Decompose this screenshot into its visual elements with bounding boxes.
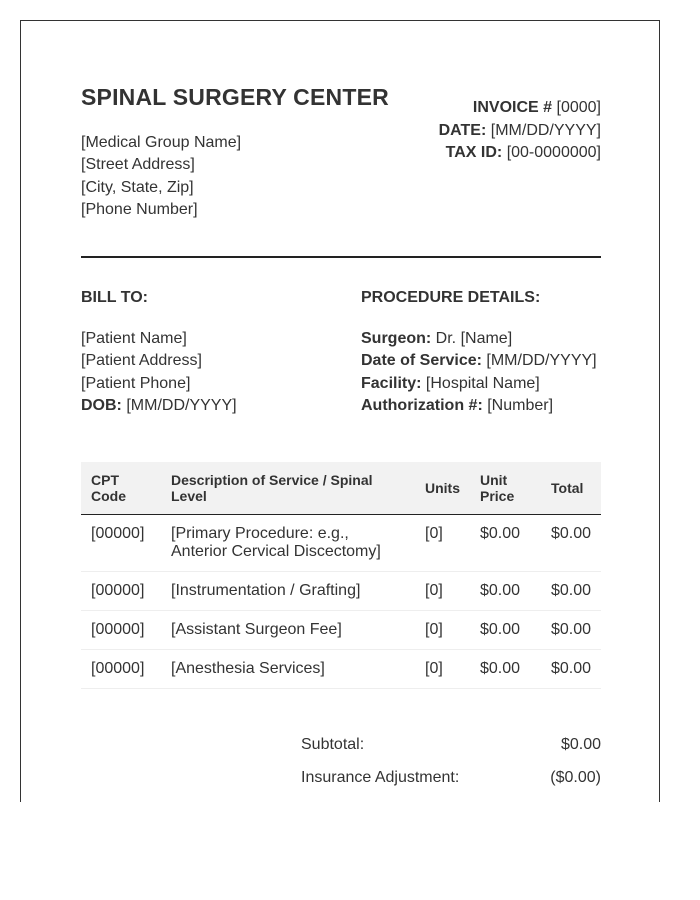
facility-label: Facility: [361,374,422,392]
tax-id-value: [00-0000000] [506,144,601,161]
total-cell: $0.00 [551,525,592,542]
bill-to-block [81,328,237,417]
procedure-details-block [361,328,597,417]
subtotal-row [301,736,601,769]
services-table [81,462,601,689]
surgeon-value: Dr. [Name] [435,330,513,347]
insurance-adjustment-label: Insurance Adjustment: [301,769,460,786]
insurance-adjustment-value: ($0.00) [550,769,601,786]
units-cell: [0] [425,660,443,677]
phone-number: [Phone Number] [81,200,198,218]
patient-address: [Patient Address] [81,352,202,370]
company-title: SPINAL SURGERY CENTER [81,84,389,110]
invoice-date [439,120,601,143]
description-cell: [Instrumentation / Grafting] [171,582,361,599]
description-cell: [Assistant Surgeon Fee] [171,621,342,638]
surgeon-line [361,328,597,350]
date-of-service-label: Date of Service: [361,352,482,370]
description-line1: [Primary Procedure: e.g., [171,525,349,542]
city-state-zip: [City, State, Zip] [81,178,194,196]
date-of-service-line [361,350,597,372]
invoice-page [20,20,660,802]
table-header [81,462,601,515]
table-row [81,515,601,572]
invoice-number-label: INVOICE # [472,99,553,116]
total-cell: $0.00 [551,660,592,677]
authorization-label: Authorization #: [361,396,483,414]
subtotal-value: $0.00 [560,736,601,753]
cpt-code-cell: [00000] [91,621,145,638]
invoice-meta-block [439,97,601,165]
table-row [81,650,601,689]
subtotal-label: Subtotal: [301,736,365,753]
tax-id-label: TAX ID: [445,144,503,161]
header-cpt-line1: CPT [91,472,119,488]
description-cell: [Anesthesia Services] [171,660,325,677]
header-cpt-code [91,462,161,514]
header-description-line1: Description of Service / Spinal [171,472,373,488]
facility-line [361,373,597,395]
units-cell: [0] [425,621,443,638]
invoice-date-value: [MM/DD/YYYY] [490,121,601,139]
units-cell: [0] [425,582,443,599]
header-price-line2: Price [480,488,515,504]
authorization-line [361,395,597,417]
cpt-code-cell: [00000] [91,525,145,542]
header-units: Units [425,480,460,496]
company-address-block [81,132,241,221]
header-description-line2: Level [171,488,207,504]
header-unit-price [480,462,540,514]
unit-price-cell: $0.00 [480,582,521,599]
patient-name: [Patient Name] [81,330,187,347]
unit-price-cell: $0.00 [480,525,521,542]
bill-to-heading: BILL TO: [81,289,148,306]
tax-id [439,142,601,165]
patient-phone: [Patient Phone] [81,374,191,392]
totals-block [301,736,601,802]
header-cpt-line2: Code [91,488,126,504]
cpt-code-cell: [00000] [91,582,145,599]
invoice-number [439,97,601,120]
insurance-adjustment-row [301,769,601,802]
description-line2: Anterior Cervical Discectomy] [171,543,381,560]
facility-value: [Hospital Name] [425,374,540,392]
street-address: [Street Address] [81,156,195,174]
header-description [171,462,411,514]
unit-price-cell: $0.00 [480,660,521,677]
total-cell: $0.00 [551,582,592,599]
header-total: Total [551,480,584,496]
units-cell: [0] [425,525,443,542]
dob-label: DOB: [81,396,122,414]
date-of-service-value: [MM/DD/YYYY] [486,352,597,370]
patient-dob [81,395,237,417]
total-cell: $0.00 [551,621,592,638]
header-divider [81,256,601,258]
description-cell [171,525,411,561]
table-row [81,611,601,650]
procedure-details-heading: PROCEDURE DETAILS: [361,289,541,306]
invoice-number-value: [0000] [556,99,601,116]
unit-price-cell: $0.00 [480,621,521,638]
medical-group-name: [Medical Group Name] [81,134,242,151]
cpt-code-cell: [00000] [91,660,145,677]
authorization-value: [Number] [487,396,554,414]
dob-value: [MM/DD/YYYY] [126,396,237,414]
header-price-line1: Unit [480,472,508,488]
invoice-date-label: DATE: [438,121,487,139]
table-row [81,572,601,611]
surgeon-label: Surgeon: [361,330,432,347]
